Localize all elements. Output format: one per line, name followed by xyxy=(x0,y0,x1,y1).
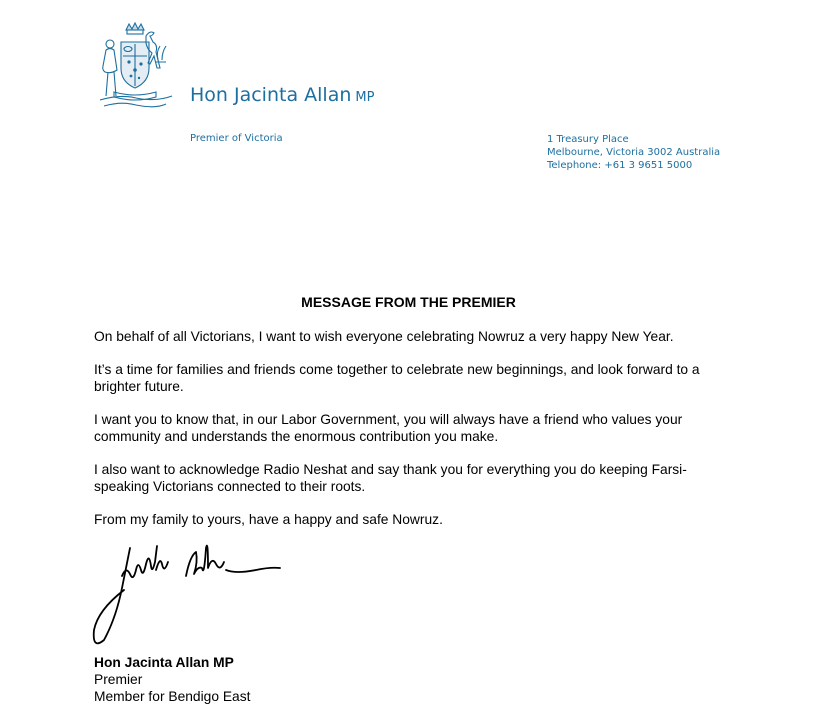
signoff-name: Hon Jacinta Allan MP xyxy=(94,655,234,670)
paragraph-closing: From my family to yours, have a happy and safe Nowruz. xyxy=(94,512,443,527)
signoff-electorate: Member for Bendigo East xyxy=(94,689,251,704)
signoff-block xyxy=(94,654,250,705)
paragraph-families: It’s a time for families and friends come together to celebrate new beginnings, and look forward to a brighter future. xyxy=(94,362,700,394)
address-line-city: Melbourne, Victoria 3002 Australia xyxy=(547,147,721,158)
address-line-telephone: Telephone: +61 3 9651 5000 xyxy=(547,160,693,171)
letterhead-role: Premier of Victoria xyxy=(190,133,283,144)
letterhead-name-text: Hon Jacinta Allan xyxy=(190,84,352,106)
letterhead-name-suffix: MP xyxy=(355,90,375,105)
address-line-street: 1 Treasury Place xyxy=(547,134,629,145)
paragraph-acknowledgement: I also want to acknowledge Radio Neshat and say thank you for everything you do keeping Farsi-speaking Victorians connected to their roots. xyxy=(94,462,687,494)
letter-body xyxy=(94,328,734,544)
letter-title: MESSAGE FROM THE PREMIER xyxy=(301,294,516,310)
signoff-title: Premier xyxy=(94,672,143,687)
letterhead-name xyxy=(190,84,374,106)
paragraph-greeting: On behalf of all Victorians, I want to wish everyone celebrating Nowruz a very happy New Year. xyxy=(94,329,674,344)
coat-of-arms-icon xyxy=(96,20,174,112)
office-address xyxy=(547,133,720,172)
paragraph-government: I want you to know that, in our Labor Government, you will always have a friend who values your community and understands the enormous contribution you make. xyxy=(94,412,683,444)
handwritten-signature xyxy=(90,540,290,652)
